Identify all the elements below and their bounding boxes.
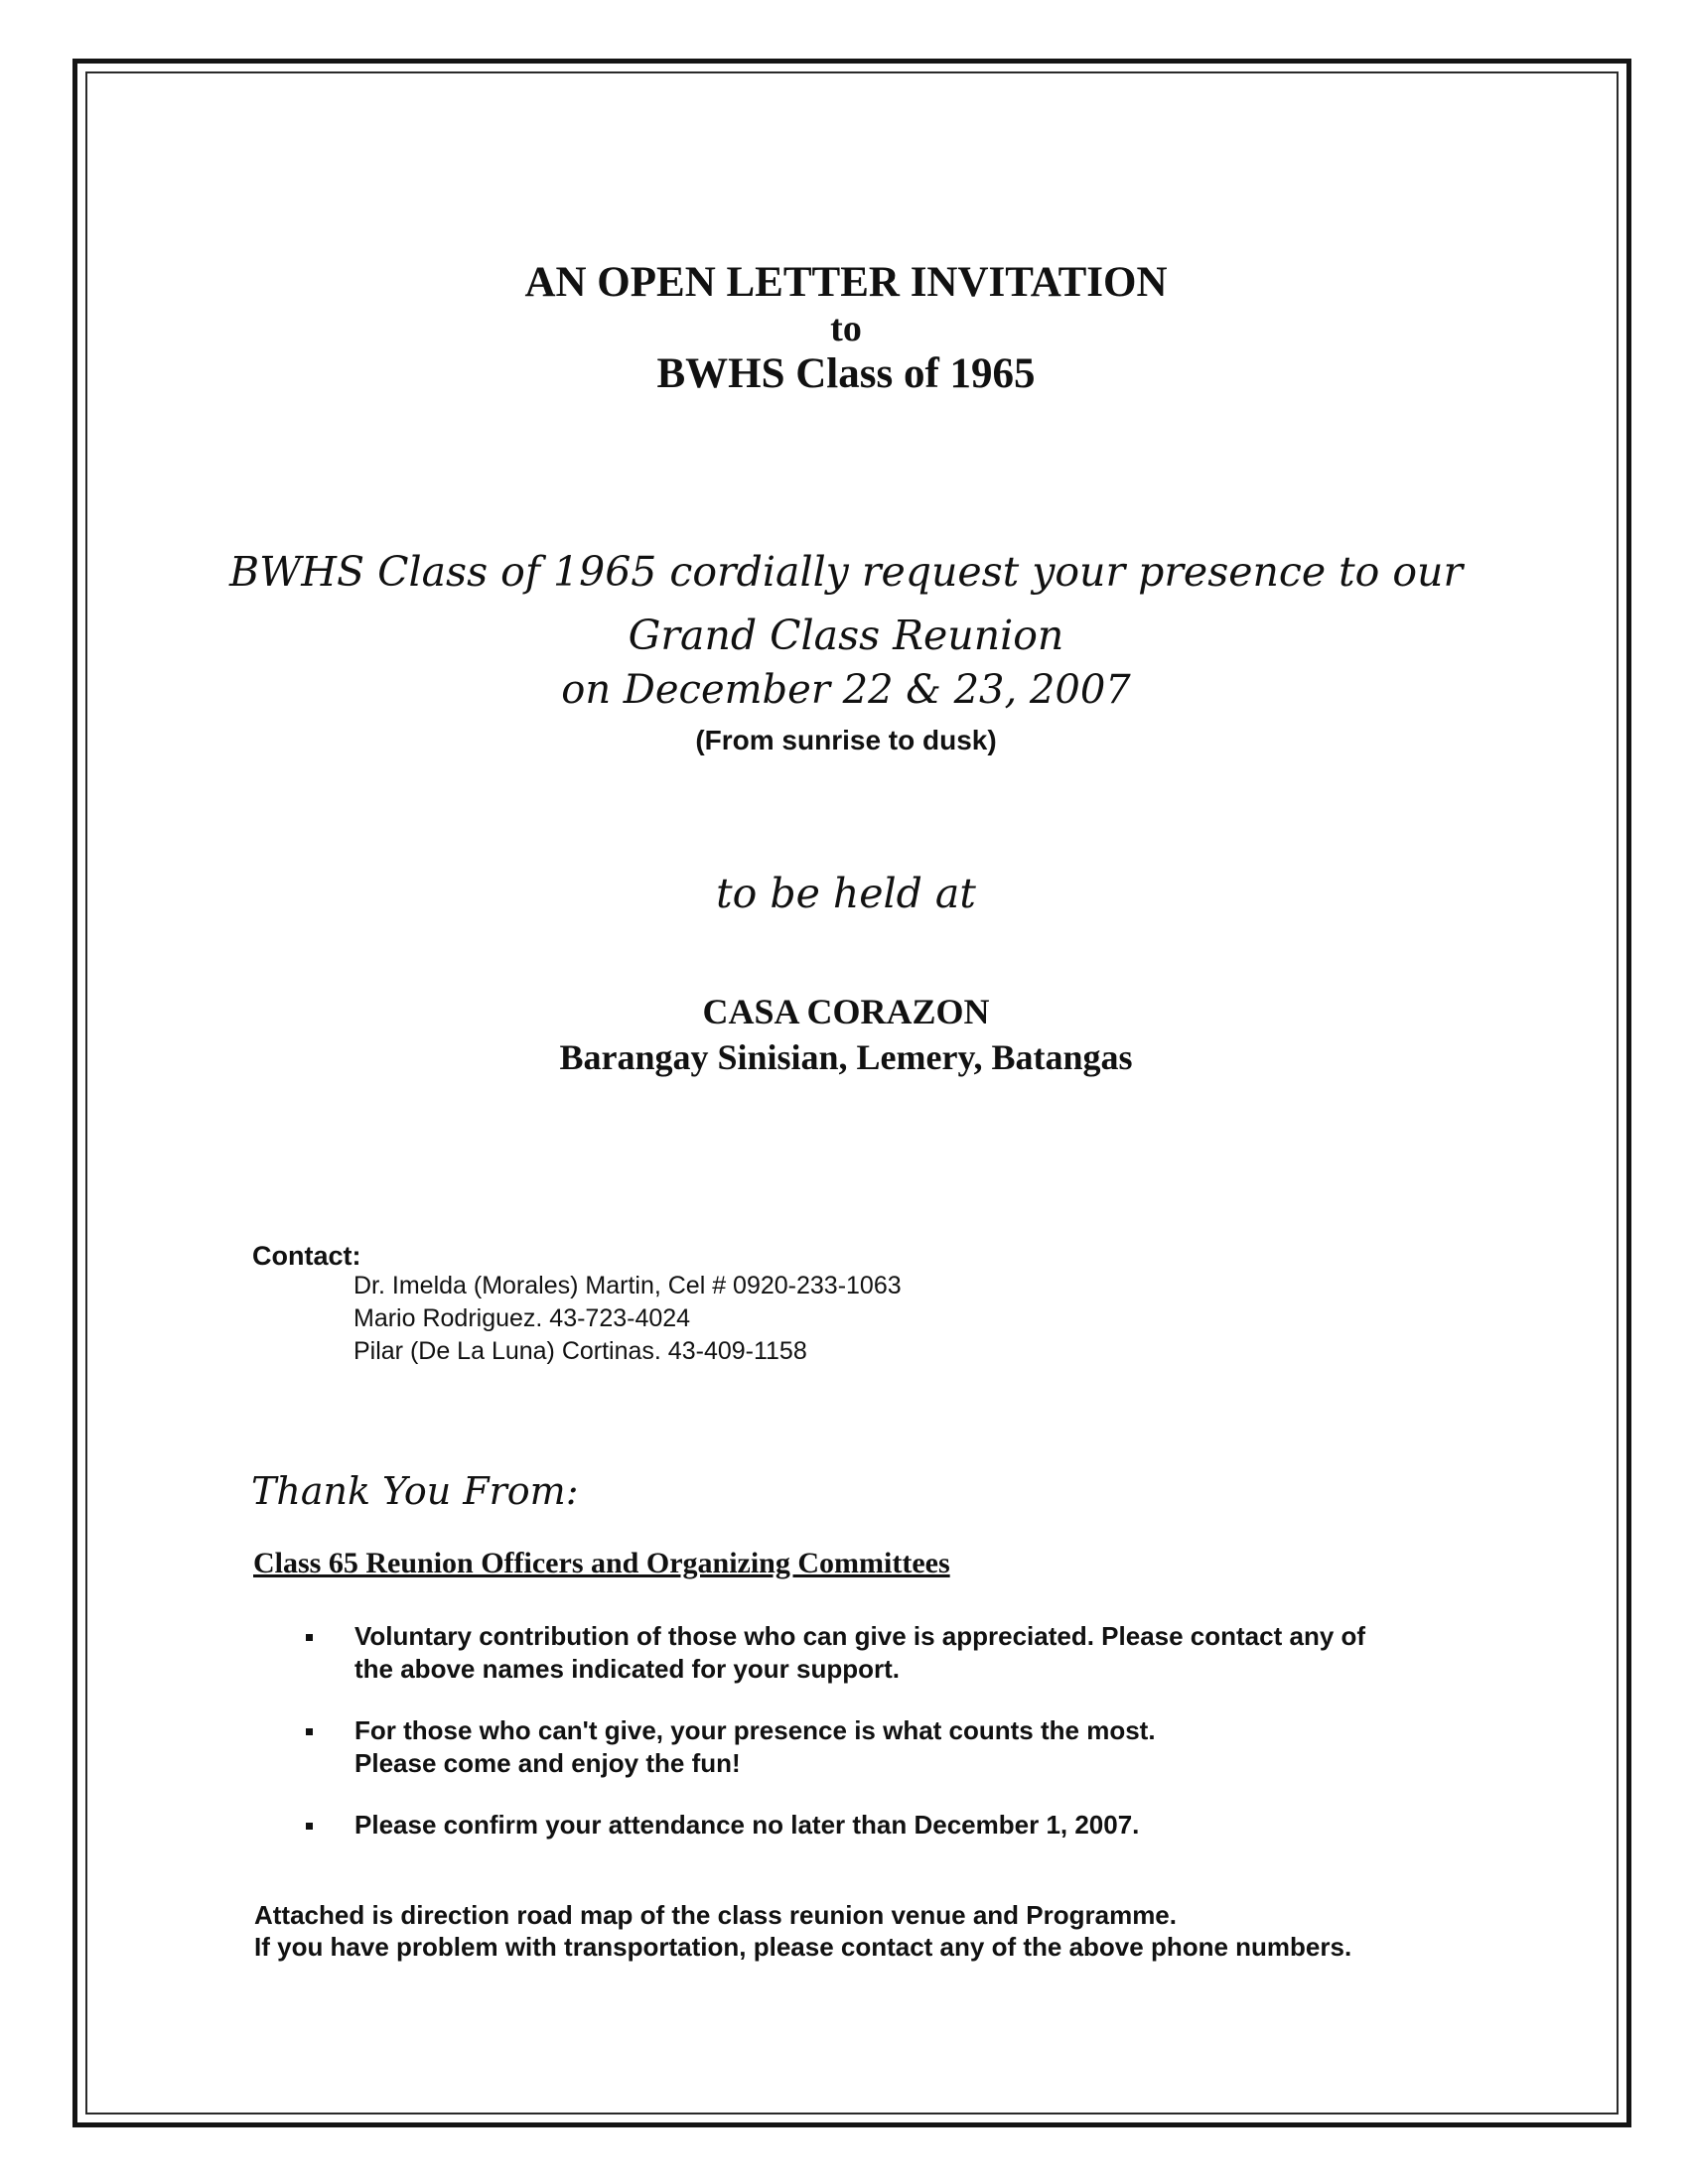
list-item xyxy=(303,1714,1455,1780)
notes-list xyxy=(303,1620,1455,1870)
request-line-2: Grand Class Reunion xyxy=(628,612,1064,659)
bullet-icon xyxy=(306,1823,313,1830)
note-line: Voluntary contribution of those who can give is appreciated. Please contact any of xyxy=(354,1621,1366,1651)
title-line-3: BWHS Class of 1965 xyxy=(656,350,1036,397)
contact-list xyxy=(353,1270,902,1368)
contact-person: Mario Rodriguez. 43-723-4024 xyxy=(353,1304,691,1332)
closing-note xyxy=(254,1899,1351,1963)
venue-intro: to be held at xyxy=(716,870,976,917)
title-line-1: AN OPEN LETTER INVITATION xyxy=(524,259,1168,306)
list-item xyxy=(303,1620,1455,1686)
invitation-request xyxy=(0,540,1692,667)
note-line: Please confirm your attendance no later than December 1, 2007. xyxy=(354,1810,1140,1840)
venue-block xyxy=(0,989,1692,1080)
contact-person: Pilar (De La Luna) Cortinas. 43-409-1158 xyxy=(353,1337,807,1365)
venue-address: Barangay Sinisian, Lemery, Batangas xyxy=(559,1037,1133,1077)
committee-name: Class 65 Reunion Officers and Organizing Committees xyxy=(253,1547,950,1579)
event-hours: (From sunrise to dusk) xyxy=(695,725,997,755)
thank-you-heading: Thank You From: xyxy=(251,1469,579,1513)
bullet-icon xyxy=(306,1634,313,1641)
request-line-1: BWHS Class of 1965 cordially request your presence to our xyxy=(228,548,1464,596)
letter-title xyxy=(0,260,1692,397)
closing-line-2: If you have problem with transportation, please contact any of the above phone numbers. xyxy=(254,1932,1352,1962)
event-date: on December 22 & 23, 2007 xyxy=(561,667,1131,713)
note-line: Please come and enjoy the fun! xyxy=(354,1748,741,1778)
list-item xyxy=(303,1809,1455,1842)
contact-label: Contact: xyxy=(252,1241,361,1271)
note-line: the above names indicated for your support. xyxy=(354,1654,900,1684)
contact-person: Dr. Imelda (Morales) Martin, Cel # 0920-233-1063 xyxy=(353,1272,902,1299)
note-line: For those who can't give, your presence is what counts the most. xyxy=(354,1715,1156,1745)
title-line-2: to xyxy=(830,308,862,349)
bullet-icon xyxy=(306,1728,313,1735)
venue-name: CASA CORAZON xyxy=(702,992,990,1031)
closing-line-1: Attached is direction road map of the class reunion venue and Programme. xyxy=(254,1900,1177,1930)
